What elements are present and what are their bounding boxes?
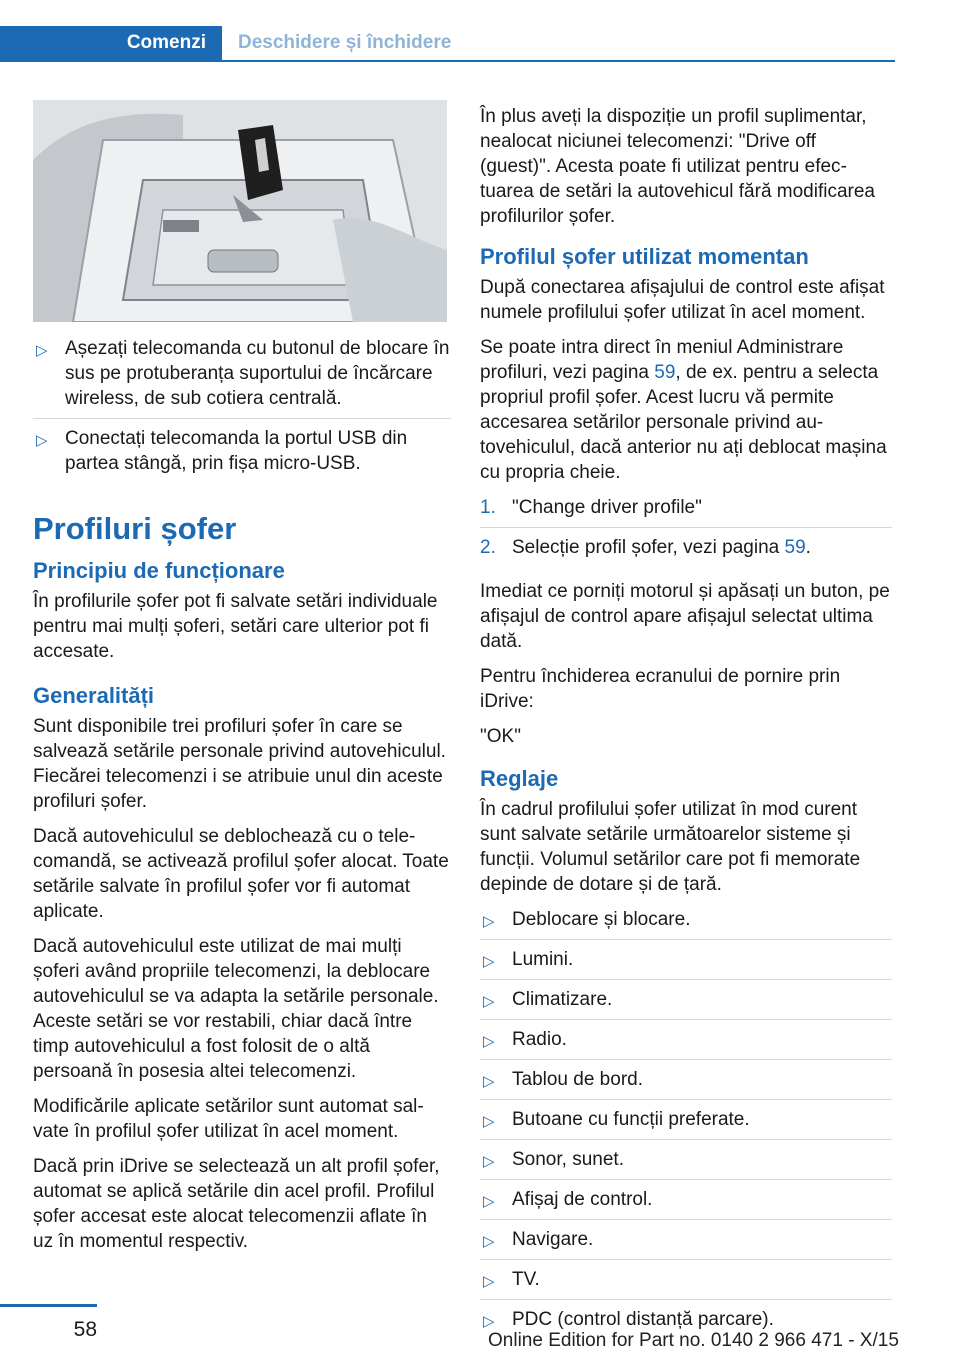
steps-list (480, 495, 892, 567)
list-item: ▷ Climatizare. (480, 987, 892, 1020)
triangle-right-icon: ▷ (483, 1193, 495, 1210)
page-number-rule (0, 1304, 97, 1307)
paragraph-general-2: Dacă autovehiculul se deblochează cu o telecomandă, se activează profilul șofer alocat. Toate setările salvate în profilul șofer vor fi automat aplicate. (33, 826, 449, 922)
step-number: 1. (480, 497, 496, 518)
paragraph-after-2: Pentru închiderea ecranului de pornire prin iDrive: (480, 666, 841, 712)
settings-list (480, 907, 892, 1339)
list-item: 1. "Change driver profile" (480, 495, 892, 528)
triangle-right-icon: ▷ (483, 993, 495, 1010)
triangle-right-icon: ▷ (483, 1113, 495, 1130)
triangle-right-icon: ▷ (483, 1273, 495, 1290)
list-item: ▷ Navigare. (480, 1227, 892, 1260)
page-link-59[interactable]: 59 (784, 537, 806, 558)
edition-footer: Online Edition for Part no. 0140 2 966 471 - X/15 (488, 1330, 899, 1351)
paragraph-general-1: Sunt disponibile trei profiluri șofer în care se salvează setările personale privind autovehiculul. Fiecărei telecomenzi i se atribuie unul din aceste profiluri șofer. (33, 716, 446, 812)
triangle-right-icon: ▷ (483, 1073, 495, 1090)
triangle-right-icon: ▷ (36, 342, 48, 359)
subheading-settings: Reglaje (480, 766, 559, 791)
paragraph-guest-profile: În plus aveți la dispoziție un profil suplimentar, nealocat niciunei telecomenzi: "Drive off (guest)". Acesta poate fi utilizat pentru efectuarea de setări la autovehicul fără modificarea profilurilor șofer. (480, 106, 876, 227)
step-number: 2. (480, 537, 496, 558)
paragraph-general-4: Modificările aplicate setărilor sunt automat salvate în profilul șofer utilizat în acel moment. (33, 1096, 424, 1142)
console-illustration (33, 100, 447, 322)
section-title-profiles: Profiluri șofer (33, 511, 237, 546)
page-link-59[interactable]: 59 (654, 362, 676, 383)
list-item: ▷ PDC (control distanță parcare). (480, 1307, 892, 1339)
paragraph-current-1: După conectarea afișajului de control este afișat numele profilului șofer utilizat în acel moment. (480, 277, 885, 323)
paragraph-general-3: Dacă autovehiculul este utilizat de mai mulți șoferi având propriile telecomenzi, la deblocare autovehiculul se va adapta la setările personale. Aceste setări se vor restabili, chiar dacă între timp autovehiculul a fost folosit de o altă persoană în posesia altei telecomenzi. (33, 936, 439, 1082)
list-item: ▷ Lumini. (480, 947, 892, 980)
paragraph-current-2: Se poate intra direct în meniul Administrare profiluri, vezi pagina 59, de ex. pentru a selecta propriul profil șofer. Acest lucru vă permite accesarea setărilor personale privind autovehiculul, dacă anterior nu ați deblocat mașina cu propria cheie. (480, 337, 887, 483)
list-item: ▷ Așezați telecomanda cu butonul de blocare în sus pe protuberanța suportului de încărcare wireless, de sub cotiera centrală. (33, 336, 451, 419)
paragraph-general-5: Dacă prin iDrive se selectează un alt profil șofer, automat se aplică setările din acel profil. Profilul șofer accesat este alocat telecomenzii aflate în uz în momentul respectiv. (33, 1156, 440, 1252)
list-item: ▷ Conectați telecomanda la portul USB din partea stângă, prin fișa micro-USB. (36, 428, 408, 474)
tab-deschidere-label: Deschidere și închidere (238, 32, 452, 53)
right-column (480, 104, 892, 1351)
list-item: 2. Selecție profil șofer, vezi pagina 59. (480, 537, 811, 558)
subheading-current-profile: Profilul șofer utilizat momentan (480, 244, 809, 269)
paragraph-after-3: "OK" (480, 726, 521, 747)
left-column (33, 100, 451, 1264)
tab-underline (0, 60, 895, 62)
triangle-right-icon: ▷ (483, 953, 495, 970)
triangle-right-icon: ▷ (483, 1153, 495, 1170)
list-item: ▷ Tablou de bord. (480, 1067, 892, 1100)
list-item: ▷ Butoane cu funcții preferate. (480, 1107, 892, 1140)
list-item: ▷ Radio. (480, 1027, 892, 1060)
paragraph-principle: În profilurile șofer pot fi salvate setări individuale pentru mai mulți șoferi, setări care ulterior pot fi accesate. (33, 591, 438, 662)
triangle-right-icon: ▷ (483, 1033, 495, 1050)
triangle-right-icon: ▷ (483, 1313, 495, 1330)
list-item: ▷ Deblocare și blocare. (480, 907, 892, 940)
list-item: ▷ Afișaj de control. (480, 1187, 892, 1220)
console-image (33, 100, 447, 322)
triangle-right-icon: ▷ (483, 913, 495, 930)
page-number: 58 (73, 1318, 97, 1341)
triangle-right-icon: ▷ (36, 432, 48, 449)
subheading-principle: Principiu de funcționare (33, 558, 285, 583)
tab-comenzi-label: Comenzi (126, 32, 206, 53)
tab-deschidere[interactable] (238, 26, 451, 60)
tab-comenzi[interactable] (0, 26, 222, 60)
list-item: ▷ Sonor, sunet. (480, 1147, 892, 1180)
instruction-list (33, 336, 451, 483)
subheading-general: Generalități (33, 683, 155, 708)
list-item: ▷ TV. (480, 1267, 892, 1300)
triangle-right-icon: ▷ (483, 1233, 495, 1250)
chapter-tab-bar (0, 26, 895, 62)
paragraph-after-1: Imediat ce porniți motorul și apăsați un buton, pe afișajul de control apare afișajul selectat ultima dată. (480, 581, 890, 652)
paragraph-settings: În cadrul profilului șofer utilizat în mod curent sunt salvate setările următoarelor sisteme și funcții. Volumul setărilor care pot fi memorate depinde de dotare și de țară. (480, 799, 861, 895)
